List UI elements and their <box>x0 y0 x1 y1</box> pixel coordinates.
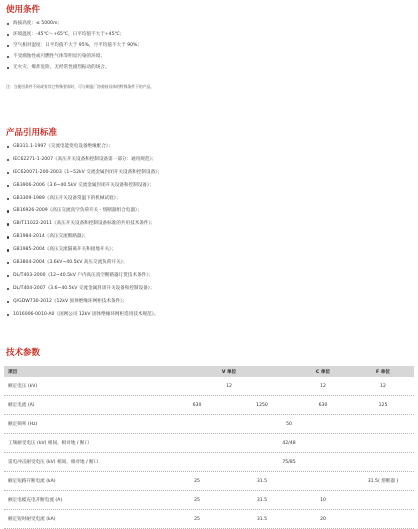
list-item-text: IEC62271-1-2007《高压开关设备和控制设备第一部分：通用规范》； <box>13 156 157 162</box>
table-cell: 75/85 <box>282 459 296 465</box>
header-f-unit: F 单位 <box>376 369 390 375</box>
usage-title: 使用条件 <box>6 5 41 15</box>
list-item <box>6 274 162 279</box>
list-item-text: GB1984-2014《高压交流断路器》； <box>13 234 89 240</box>
standards-list <box>6 145 162 325</box>
row-label: 雷电冲击耐受电压 (kV) 相间、相对地 / 断口 <box>8 460 99 465</box>
list-item-text: GB3309-1989《高压开关设备常温下的机械试验》； <box>13 195 121 201</box>
list-item <box>6 261 162 266</box>
list-item-text: IEC620071-200-2003《1~52kV 交流金属封闭开关设备和控制设备》； <box>13 169 163 175</box>
list-item-text: 环境温度：-45℃～+65℃，日平均值不大于+45℃； <box>13 31 125 37</box>
list-item-text: GB311.1-1997《交流电能变电设备绝缘配合》； <box>13 144 113 149</box>
table-cell: 31.5 <box>256 478 268 484</box>
list-item <box>6 22 142 27</box>
table-cell: 12 <box>380 383 386 389</box>
table-cell: 20 <box>320 516 326 522</box>
row-label: 额定短时耐受电流 (kA) <box>8 517 56 522</box>
bullet-icon <box>7 262 9 264</box>
bullet-icon <box>7 185 9 187</box>
table-cell <box>352 491 414 509</box>
bullet-icon <box>7 45 9 47</box>
tech-table <box>4 366 414 529</box>
row-label: 额定电流 (A) <box>8 403 35 408</box>
bullet-icon <box>7 67 9 69</box>
table-cell: 125 <box>378 402 388 408</box>
bullet-icon <box>7 236 9 238</box>
list-item-text: GB3906-2006《3.6~40.5kV 交流金属封闭开关设备和控制设备》； <box>13 182 154 188</box>
list-item <box>6 235 162 240</box>
bullet-icon <box>7 146 9 148</box>
bullet-icon <box>7 34 9 36</box>
bullet-icon <box>7 223 9 225</box>
standards-title: 产品引用标准 <box>6 128 58 138</box>
table-cell: 630 <box>318 402 328 408</box>
table-row <box>4 434 414 453</box>
list-item <box>6 287 162 292</box>
header-v-unit: V 单位 <box>221 369 237 375</box>
list-item-text: Q/GDW730-2012《12kV 固体绝缘环网柜技术条件》； <box>13 298 128 304</box>
table-cell: 10 <box>320 497 326 503</box>
table-row <box>4 491 414 510</box>
list-item-text: 空气相对湿度：日平均值不大于 95%，月平均值不大于 90%； <box>13 42 142 48</box>
table-cell: 50 <box>286 421 292 427</box>
list-item-text: GB/T11022-2011《高压开关设备和控制设备标准的共用技术条件》； <box>13 221 156 227</box>
table-row <box>4 510 414 529</box>
table-header-row <box>4 366 414 377</box>
bullet-icon <box>7 23 9 25</box>
list-item <box>6 33 142 38</box>
list-item-text: 1016006-0010-A0《国网公司 12kV 固体绝缘环网柜选用技术规范》。 <box>13 311 159 317</box>
list-item-text: DL/T403-2000《12~40.5kV 户内高压真空断路器订货技术条件》； <box>13 272 154 278</box>
table-cell: 31.5( 熔断器 ) <box>367 479 399 484</box>
list-item-text: 海拔高度：≤ 5000m； <box>13 21 63 26</box>
row-label: 额定电压 (kV) <box>8 384 38 389</box>
list-item <box>6 158 162 163</box>
list-item-text: GB16926-2009《高压交流真空负荷开关 - 熔断器组合电器》； <box>13 208 142 214</box>
list-item-text: DL/T404-2007《3.6~40.5kV 交流金属封闭开关设备和控制设备》； <box>13 285 155 291</box>
list-item <box>6 55 142 60</box>
list-item-text: 不受腐蚀性或可燃性气体等明显污染的环境； <box>13 53 105 59</box>
list-item <box>6 209 162 214</box>
bullet-icon <box>7 249 9 251</box>
usage-note: 注：当使用条件不同或有其它特殊要求时，可与制造厂协商按具体的特殊条件下的产品。 <box>6 84 155 89</box>
table-row <box>4 453 414 472</box>
table-cell: 31.5 <box>256 516 268 522</box>
list-item-text: GB3804-2004《3.6kV~40.5kV 高压交流负荷开关》； <box>13 260 128 266</box>
list-item <box>6 248 162 253</box>
row-label: 额定短路开断电流 (kA) <box>8 479 56 484</box>
table-cell: 12 <box>320 383 326 389</box>
table-cell: 42/48 <box>282 440 296 446</box>
list-item <box>6 184 162 189</box>
table-cell: 25 <box>194 478 200 484</box>
bullet-icon <box>7 159 9 161</box>
table-row <box>4 396 414 415</box>
bullet-icon <box>7 172 9 174</box>
table-cell: 31.5 <box>256 497 268 503</box>
list-item-text: 无火灾、爆炸危险、无经常性剧烈振动的场合。 <box>13 64 110 70</box>
header-item: 项目 <box>8 369 18 375</box>
list-item-text: GB1985-2004《高压交流隔离开关和接地开关》； <box>13 247 116 253</box>
bullet-icon <box>7 56 9 58</box>
table-row <box>4 415 414 434</box>
list-item <box>6 300 162 305</box>
tech-title: 技术参数 <box>6 348 41 358</box>
table-cell: 25 <box>194 497 200 503</box>
row-label: 额定频率 (Hz) <box>8 422 38 427</box>
list-item <box>6 197 162 202</box>
table-cell: 1250 <box>256 402 268 408</box>
row-label: 工频耐受电压 (kV) 相间、相对地 / 断口 <box>8 441 90 446</box>
list-item <box>6 313 162 318</box>
table-row <box>4 472 414 491</box>
table-row <box>4 377 414 396</box>
header-c-unit: C 单位 <box>315 369 331 375</box>
bullet-icon <box>7 301 9 303</box>
row-label: 额定电缆充电开断电流 (A) <box>8 498 63 503</box>
bullet-icon <box>7 275 9 277</box>
list-item <box>6 66 142 71</box>
list-item <box>6 145 162 150</box>
table-cell <box>294 472 352 490</box>
bullet-icon <box>7 198 9 200</box>
bullet-icon <box>7 210 9 212</box>
table-cell: 630 <box>192 402 202 408</box>
bullet-icon <box>7 314 9 316</box>
list-item <box>6 44 142 49</box>
list-item <box>6 222 162 227</box>
usage-list <box>6 22 142 77</box>
list-item <box>6 171 162 176</box>
bullet-icon <box>7 288 9 290</box>
table-cell: 12 <box>226 383 232 389</box>
table-cell: 25 <box>194 516 200 522</box>
table-cell <box>352 510 414 528</box>
